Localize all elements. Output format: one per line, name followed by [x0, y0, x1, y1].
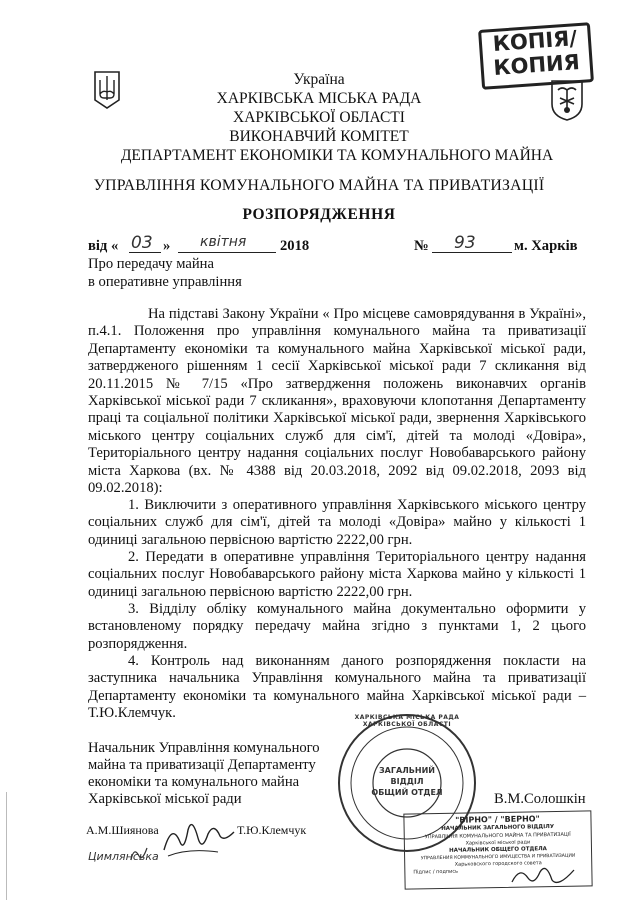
header-council: ХАРКІВСЬКА МІСЬКА РАДА — [216, 90, 422, 107]
doc-number: 93 — [454, 233, 476, 253]
verno-l4: Харківської міської ради — [465, 838, 531, 847]
copy-stamp-line1: КОПІЯ/ — [492, 26, 578, 56]
subject-line1: Про передачу майна — [88, 256, 214, 272]
verno-l6: УПРАВЛЕНИЯ КОММУНАЛЬНОГО ИМУЩЕСТВА И ПРИВАТИЗАЦИИ — [420, 853, 576, 862]
item-4: 4. Контроль над виконанням даного розпорядження покласти на заступника начальника Управління комунального майна та приватизації Департаменту економіки та комунального майна Харківської міської ради – Т.Ю.Клемчук. — [88, 653, 586, 722]
doc-title: РОЗПОРЯДЖЕННЯ — [242, 206, 396, 223]
header-directorate: УПРАВЛІННЯ КОМУНАЛЬНОГО МАЙНА ТА ПРИВАТИЗАЦІЇ — [93, 177, 545, 194]
signatory-line1: Начальник Управління комунального — [88, 740, 320, 756]
approval-left: А.М.Шиянова — [86, 823, 159, 837]
round-stamp-center2: ВІДДІЛ — [390, 777, 424, 786]
signatory-name: В.М.Солошкін — [494, 791, 586, 807]
date-prefix: від « — [88, 238, 119, 254]
verno-l8: Підпис / подпись — [413, 868, 459, 876]
date-month: квітня — [200, 234, 247, 250]
signatory-line2: майна та приватизації Департаменту — [88, 757, 316, 773]
item-1: 1. Виключити з оперативного управління Харківського міського центру соціальних служб для сім'ї, дітей та молоді «Довіра» майно у кількості 1 одиниці загальною первісною вартістю 2222,00 грн. — [88, 497, 586, 548]
handwritten-name: Цимлянська — [88, 850, 159, 863]
city: м. Харків — [514, 238, 578, 254]
number-label: № — [414, 238, 429, 254]
round-stamp-center1: ЗАГАЛЬНИЙ — [379, 766, 435, 775]
date-day: 03 — [131, 233, 153, 253]
signatory-line3: економіки та комунального майна — [88, 774, 300, 790]
approval-right: Т.Ю.Клемчук — [237, 823, 307, 837]
copy-stamp-line2: КОПИЯ — [492, 49, 581, 80]
header-department: ДЕПАРТАМЕНТ ЕКОНОМІКИ ТА КОМУНАЛЬНОГО МАЙНА — [120, 147, 554, 164]
item-2: 2. Передати в оперативне управління Територіального центру надання соціальних послуг Новобаварського району міста Харкова майно у кількості 1 одиниці загальною первісною вартістю 2222,00 грн. — [88, 549, 586, 600]
subject-line2: в оперативне управління — [88, 274, 242, 290]
header-committee: ВИКОНАВЧИЙ КОМІТЕТ — [229, 128, 409, 145]
verno-l7: Харьковского городского совета — [454, 860, 542, 868]
page-edge-line — [6, 792, 7, 900]
item-3: 3. Відділу обліку комунального майна документально оформити у встановленому порядку передачу майна згідно з пунктами 1, 2 цього розпорядження. — [88, 601, 586, 652]
header-region: ХАРКІВСЬКОЇ ОБЛАСТІ — [233, 109, 405, 126]
header-country: Україна — [293, 71, 345, 88]
round-stamp-center3: ОБЩИЙ ОТДЕЛ — [371, 788, 443, 797]
preamble: На підставі Закону України « Про місцеве самоврядування в Україні», п.4.1. Положення про управління комунального майна та приватизації Департаменту економіки та комунального майна Харківської міської ради, затвердженого рішенням 1 сесії Харківської міської ради 7 скликання від 20.11.2015 № 7/15 «Про затвердження положень виконавчих органів Харківської міської ради 7 скликання», враховуючи клопотання Департаменту праці та соціальної політики Харківської міської ради, звернення Харківського міського центру соціальних служб для сім'ї, дітей та молоді «Довіра», Територіального центру надання соціальних послуг Новобаварського району міста Харкова (вх. № 4388 від 20.03.2018, 2092 від 09.02.2018, 2093 від 09.02.2018): — [88, 306, 586, 497]
verno-l1: "ВІРНО" / "ВЕРНО" — [455, 814, 540, 825]
verno-signature-icon — [508, 860, 578, 890]
verno-l5: НАЧАЛЬНИК ОБЩЕГО ОТДЕЛА — [449, 845, 547, 854]
verno-l3: УПРАВЛІННЯ КОМУНАЛЬНОГО МАЙНА ТА ПРИВАТИЗАЦІЇ — [424, 831, 571, 840]
round-stamp-ring-text: ХАРКІВСЬКА МІСЬКА РАДА ХАРКІВСЬКОЇ ОБЛАСТІ — [354, 714, 460, 728]
month-underline — [178, 252, 276, 253]
date-mid: » — [163, 238, 171, 254]
verno-l2: НАЧАЛЬНИК ЗАГАЛЬНОГО ВІДДІЛУ — [441, 824, 555, 832]
signatory-line4: Харківської міської ради — [88, 791, 242, 807]
initial-mark-icon — [128, 842, 150, 864]
signature-icon — [158, 812, 238, 862]
date-year: 2018 — [280, 238, 310, 254]
